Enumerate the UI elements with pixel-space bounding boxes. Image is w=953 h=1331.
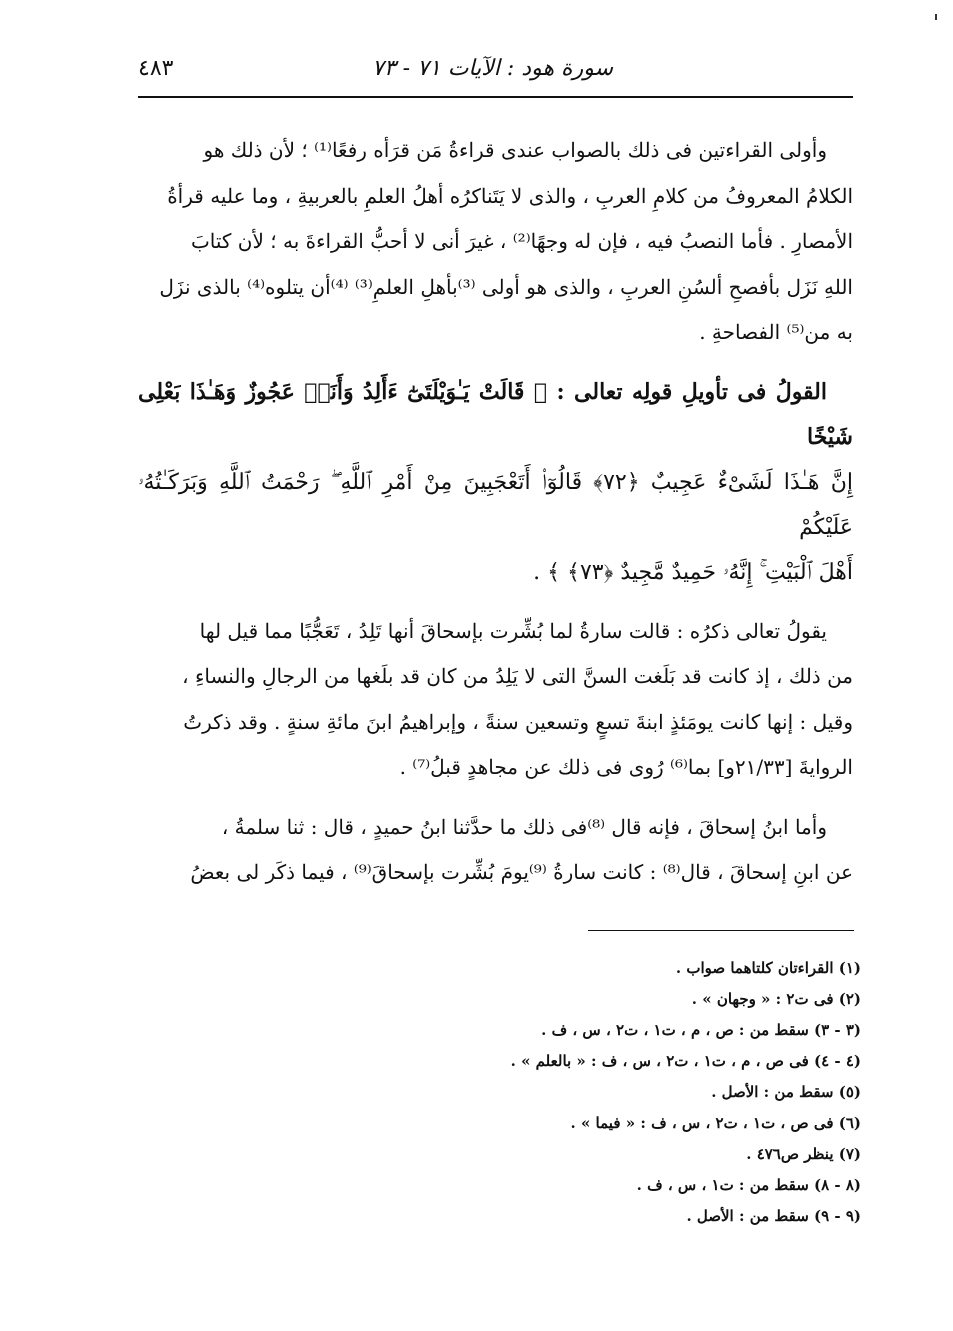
footnote: (٦) فى ص ، ت١ ، ت٢ ، س ، ف : « فيما » . [570,1114,861,1132]
paragraph-verse [138,370,853,595]
verse-line: القولُ فى تأويلِ قولِه تعالى : ﴿ قَالَتْ يَـٰوَيْلَتَىٰٓ ءَأَلِدُ وَأَنَا۠ عَجُوزٌ وَهَـٰذَا بَعْلِى شَيْخًا [138,378,853,450]
text-line: به من⁽⁵⁾ الفصاحةِ . [699,320,853,344]
verse-line: إِنَّ هَـٰذَا لَشَىْءٌ عَجِيبٌ ﴿٧٢﴾ قَالُوٓا۟ أَتَعْجَبِينَ مِنْ أَمْرِ ٱللَّهِ ۖ رَحْمَتُ ٱللَّهِ وَبَرَكَـٰتُهُۥ عَلَيْكُمْ [138,469,853,540]
text-line: الأمصارِ . فأما النصبُ فيه ، فإن له وجهًا⁽²⁾ ، غيرَ أنى لا أحبُّ القراءةَ به ؛ لأن كتابَ [190,229,853,253]
paragraph-reading [138,128,853,356]
main-text [138,128,853,910]
footnote: (٤ - ٤) فى ص ، م ، ت١ ، ت٢ ، س ، ف : « بالعلم » . [510,1052,861,1070]
footnote: (٢) فى ت٢ : « وجهان » . [691,990,861,1008]
footnote: (٧) ينظر ص٤٧٦ . [746,1145,861,1163]
footnotes [441,953,861,1232]
verse-line: أَهْلَ ٱلْبَيْتِ ۚ إِنَّهُۥ حَمِيدٌ مَّجِيدٌ ﴿٧٣﴾ ﴾ . [533,559,853,585]
text-line: وقيل : إنها كانت يومَئذٍ ابنةَ تسعٍ وتسعين سنةً ، وإبراهيمُ ابنَ مائةِ سنةٍ . وقد ذكرتُ [183,709,853,734]
text-line: الكلامُ المعروفُ من كلامِ العربِ ، والذى لا يَتَناكرُه أهلُ العلمِ بالعربيةِ ، وما عليه قرأةُ [167,183,853,208]
paragraph-commentary [138,609,853,791]
header-rule [138,96,853,98]
footnote: (٨ - ٨) سقط من : ت١ ، س ، ف . [636,1176,861,1194]
footnote: (٣ - ٣) سقط من : ص ، م ، ت١ ، ت٢ ، س ، ف . [541,1021,861,1039]
text-line: يقولُ تعالى ذكرُه : قالت سارةُ لما بُشِّرت بإسحاقَ أنها تَلِدُ ، تَعَجُّبًا مما قيل لها [199,618,827,643]
paragraph-ibn-ishaq [138,805,853,896]
page-number: ٤٨٣ [138,56,174,81]
footnote: (١) القراءتان كلتاهما صواب . [675,959,861,977]
text-line: وأولى القراءتين فى ذلك بالصواب عندى قراءةُ مَن قرَأه رفعًا⁽¹⁾ ؛ لأن ذلك هو [203,138,827,162]
footnote: (٩ - ٩) سقط من : الأصل . [686,1207,861,1225]
surah-title: سورة هود : الآيات ٧١ - ٧٣ [372,56,613,81]
footnote-rule [588,930,854,931]
text-line: وأما ابنُ إسحاقَ ، فإنه قال ⁽⁸⁾فى ذلك ما حدَّثنا ابنُ حميدٍ ، قال : ثنا سلمةُ ، [221,814,827,839]
text-line: الروايةَ [٢١/٣٣و] بما⁽⁶⁾ رُوى فى ذلك عن مجاهدٍ قبلُ⁽⁷⁾ . [399,755,853,779]
footnote: (٥) سقط من : الأصل . [711,1083,861,1101]
text-line: من ذلك ، إذ كانت قد بَلَغت السنَّ التى لا يَلِدُ من كان قد بلَغها من الرجالِ والنساءِ ، [182,664,853,688]
text-line: اللهِ نَزَل بأفصحِ ألسُنِ العربِ ، والذى هو أولى ⁽³⁾بأهلِ العلمِ⁽³⁾ ⁽⁴⁾أن يتلوه⁽⁴⁾ بالذى نزَل [159,274,853,299]
running-header [138,52,853,96]
text-line: عن ابنِ إسحاقَ ، قال⁽⁸⁾ : كانت سارةُ ⁽⁹⁾يومَ بُشِّرت بإسحاقَ⁽⁹⁾ ، فيما ذكَر لى بعضُ [190,860,853,884]
scan-mark [935,14,937,20]
